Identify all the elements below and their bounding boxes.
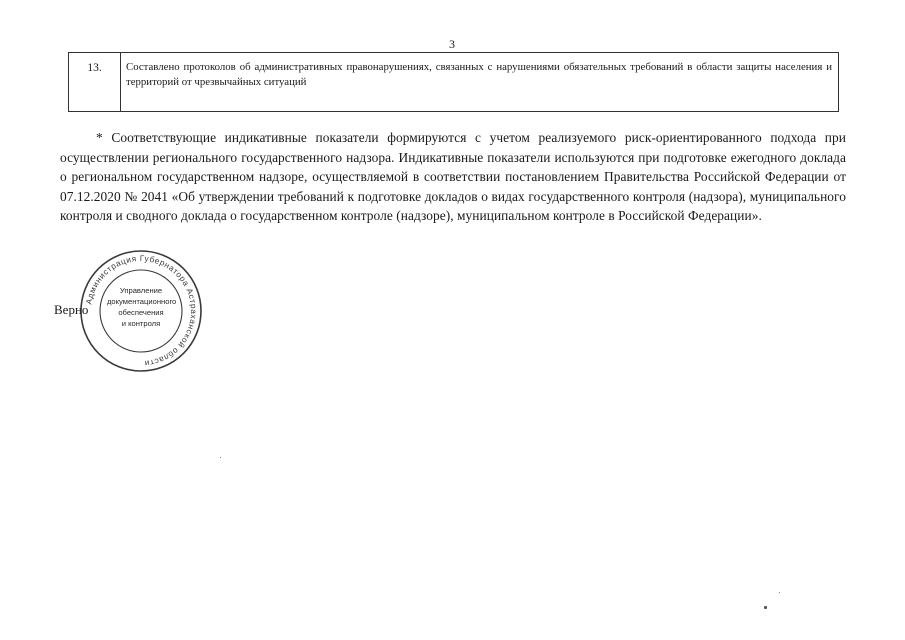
seal-center-line: и контроля: [121, 319, 161, 328]
footnote-paragraph: * Соответствующие индикативные показатели формируются с учетом реализуемого риск-ориентированного подхода при осуществлении регионального государственного надзора. Индикативные показатели используются при подготовке ежегодного доклада о региональном государственном надзоре, осуществляемой в соответствии постановлением Правительства Российской Федерации от 07.12.2020 № 2041 «Об утверждении требований к подготовке докладов о видах государственного контроля (надзора), муниципального контроля и сводного доклада о государственном контроле (надзоре), муниципальном контроле в Российской Федерации».: [60, 130, 846, 224]
seal-center-line: обеспечения: [118, 308, 164, 317]
scan-speck: [764, 606, 767, 609]
seal-center-text: [107, 285, 175, 329]
table-row-text: Составлено протоколов об административных правонарушениях, связанных с нарушениями обязательных требований в области защиты населения и территорий от чрезвычайных ситуаций: [126, 61, 832, 88]
seal-ring-text: Администрация Губернатора Астраханской области: [84, 253, 199, 368]
certification-label: Верно: [54, 302, 89, 317]
seal-center-line: документационного: [107, 297, 177, 306]
indicator-table: [68, 52, 839, 112]
scan-speck: [779, 592, 780, 593]
scan-speck: [220, 457, 221, 458]
page-number: 3: [449, 37, 455, 51]
table-row-number: 13.: [69, 53, 121, 111]
official-seal-stamp: [77, 247, 205, 375]
seal-center-line: Управление: [119, 286, 163, 295]
